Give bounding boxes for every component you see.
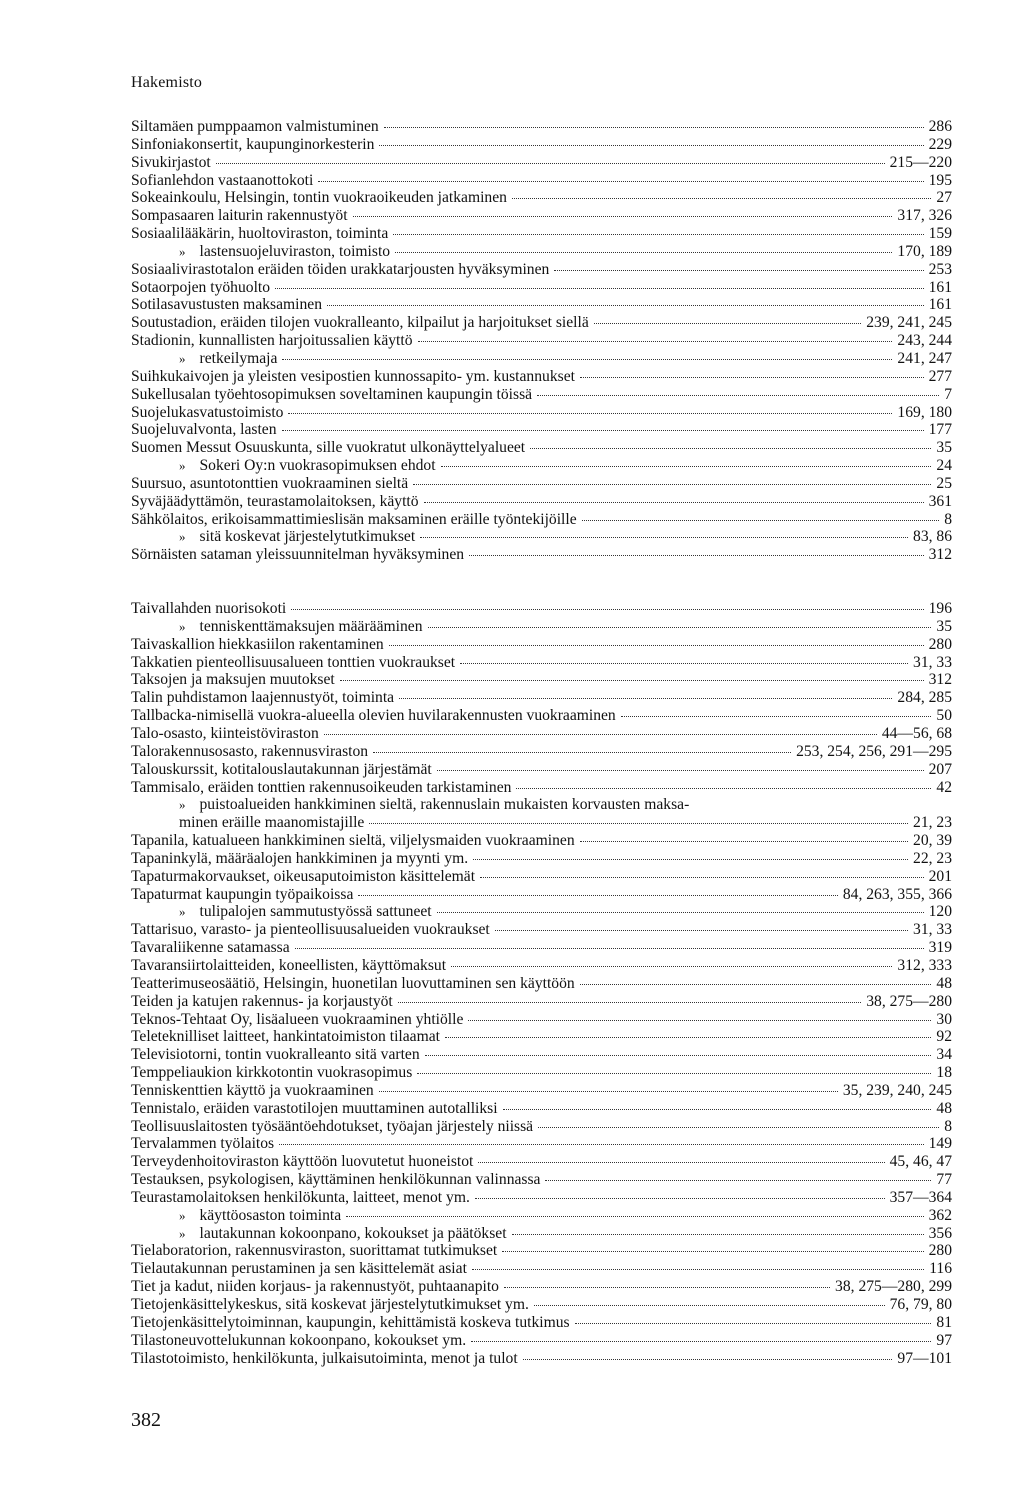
entry-label: Suursuo, asuntotonttien vuokraaminen sieltä (131, 474, 409, 492)
entry-label: lastensuojeluviraston, toimisto (199, 242, 391, 260)
entry-label: Sotilasavustusten maksaminen (131, 296, 323, 314)
entry-pages: 207 (928, 760, 952, 778)
entry-pages: 195 (928, 171, 952, 189)
entry-pages: 18 (936, 1064, 952, 1082)
entry-pages: 239, 241, 245 (866, 314, 952, 332)
dot-leader (340, 680, 924, 681)
entry-label: Teatterimuseosäätiö, Helsingin, huonetilan luovuttaminen sen käyttöön (131, 974, 575, 992)
index-entry (131, 314, 952, 332)
dot-leader (346, 1216, 923, 1217)
entry-label: Sörnäisten sataman yleissuunnitelman hyväksyminen (131, 546, 465, 564)
dot-leader (437, 912, 924, 913)
entry-label: tulipalojen sammutustyössä sattuneet (199, 903, 432, 921)
dot-leader (288, 413, 892, 414)
entry-pages: 48 (936, 1099, 952, 1117)
index-entry (131, 1100, 952, 1118)
index-entry (131, 1225, 952, 1243)
entry-pages: 253 (928, 260, 952, 278)
index-entry (131, 1171, 952, 1189)
entry-pages: 280 (928, 635, 952, 653)
index-entry (131, 368, 952, 386)
entry-pages: 92 (936, 1028, 952, 1046)
dot-leader (395, 252, 892, 253)
entry-pages: 361 (928, 492, 952, 510)
dot-leader (504, 1287, 830, 1288)
entry-label: Tennistalo, eräiden varastotilojen muuttaminen autotalliksi (131, 1099, 498, 1117)
index-entry (131, 957, 952, 975)
index-entry (131, 332, 952, 350)
entry-pages: 48 (936, 974, 952, 992)
entry-pages: 169, 180 (897, 403, 952, 421)
entry-pages: 84, 263, 355, 366 (842, 885, 952, 903)
running-header: Hakemisto (131, 74, 203, 91)
entry-label: minen eräille maanomistajille (179, 814, 365, 832)
dot-leader (291, 609, 923, 610)
entry-label: Syväjäädyttämön, teurastamolaitoksen, käyttö (131, 492, 419, 510)
entry-label: Tielaboratorion, rakennusviraston, suorittamat tutkimukset (131, 1242, 498, 1260)
entry-pages: 161 (928, 296, 952, 314)
entry-label: retkeilymaja (199, 349, 278, 367)
entry-label: Tapaturmat kaupungin työpaikoissa (131, 885, 354, 903)
index-entry (131, 1260, 952, 1278)
entry-label: lautakunnan kokoonpano, kokoukset ja päätökset (199, 1224, 507, 1242)
dot-leader (428, 627, 932, 628)
dot-leader (460, 663, 908, 664)
index-entry (131, 1350, 952, 1368)
entry-pages: 277 (928, 367, 952, 385)
entry-label: Tilastoneuvottelukunnan kokoonpano, kokoukset ym. (131, 1331, 467, 1349)
entry-label: Tapanila, katualueen hankkiminen sieltä, viljelysmaiden vuokraaminen (131, 832, 575, 850)
ditto-mark: » (179, 904, 186, 920)
entry-pages: 312 (928, 671, 952, 689)
entry-label: Sotaorpojen työhuolto (131, 278, 271, 296)
dot-leader (369, 823, 908, 824)
index-entry (131, 636, 952, 654)
dot-leader (398, 1002, 861, 1003)
index-entry (131, 779, 952, 797)
entry-pages: 215—220 (889, 153, 952, 171)
index-entry (131, 457, 952, 475)
dot-leader (418, 341, 893, 342)
index-entry (131, 1314, 952, 1332)
index-entry (131, 600, 952, 618)
entry-label: Sokeri Oy:n vuokrasopimuksen ehdot (199, 457, 436, 475)
index-entry (131, 296, 952, 314)
dot-leader (358, 895, 837, 896)
index-entry (131, 421, 952, 439)
index-entry (131, 1189, 952, 1207)
entry-pages: 362 (928, 1206, 952, 1224)
dot-leader (399, 698, 892, 699)
index-entry (131, 671, 952, 689)
entry-label: Taivallahden nuorisokoti (131, 600, 287, 618)
entry-pages: 44—56, 68 (881, 725, 952, 742)
entry-label: Teleteknilliset laitteet, hankintatoimiston tilaamat (131, 1028, 440, 1046)
index-entry (131, 1278, 952, 1296)
entry-pages: 8 (944, 1117, 952, 1135)
index-section-t (131, 600, 952, 1367)
entry-label: Suojelukasvatustoimisto (131, 403, 284, 421)
index-entry (131, 993, 952, 1011)
entry-pages: 24 (936, 457, 952, 475)
entry-label: Teurastamolaitoksen henkilökunta, laitteet, menot ym. (131, 1188, 470, 1206)
dot-leader (295, 948, 924, 949)
index-entry (131, 903, 952, 921)
ditto-mark: » (179, 243, 186, 259)
entry-pages: 38, 275—280, 299 (835, 1278, 952, 1296)
entry-pages: 243, 244 (897, 332, 952, 350)
index-entry (131, 261, 952, 279)
dot-leader (425, 1055, 932, 1056)
entry-label: Sosiaalilääkärin, huoltoviraston, toiminta (131, 225, 389, 243)
entry-pages: 286 (928, 118, 952, 135)
index-entry (131, 528, 952, 546)
entry-pages: 42 (936, 778, 952, 796)
entry-label: Testauksen, psykologisen, käyttäminen henkilökunnan valinnassa (131, 1171, 541, 1189)
entry-label: Televisiotorni, tontin vuokralleanto sitä varten (131, 1046, 420, 1064)
ditto-mark: » (179, 797, 186, 813)
dot-leader (512, 1234, 924, 1235)
entry-label: Tiet ja kadut, niiden korjaus- ja rakennustyöt, puhtaanapito (131, 1278, 499, 1296)
dot-leader (473, 859, 908, 860)
entry-label: Tietojenkäsittelykeskus, sitä koskevat järjestelytutkimukset ym. (131, 1296, 529, 1313)
entry-pages: 280 (928, 1242, 952, 1260)
entry-pages: 177 (928, 421, 952, 439)
entry-label: Suomen Messut Osuuskunta, sille vuokratut ulkonäyttelyalueet (131, 439, 526, 457)
entry-label: Tallbacka-nimisellä vuokra-alueella olevien huvilarakennusten vuokraaminen (131, 707, 616, 725)
entry-label: Talin puhdistamon laajennustyöt, toiminta (131, 689, 395, 707)
entry-pages: 357—364 (889, 1188, 952, 1206)
index-entry (131, 154, 952, 172)
dot-leader (503, 1109, 932, 1110)
index-entry (131, 511, 952, 529)
index-entry (131, 743, 952, 761)
entry-pages: 241, 247 (897, 349, 952, 367)
entry-label: Sukellusalan työehtosopimuksen soveltaminen kaupungin töissä (131, 385, 533, 403)
entry-label: Suojeluvalvonta, lasten (131, 421, 277, 439)
entry-pages: 97 (936, 1331, 952, 1349)
dot-leader (373, 752, 791, 753)
entry-pages: 38, 275—280 (866, 992, 952, 1010)
entry-label: Soutustadion, eräiden tilojen vuokralleanto, kilpailut ja harjoitukset siellä (131, 314, 589, 332)
entry-label: Tietojenkäsittelytoiminnan, kaupungin, kehittämistä koskeva tutkimus (131, 1313, 570, 1331)
entry-label: Tammisalo, eräiden tonttien rakennusoikeuden tarkistaminen (131, 778, 512, 796)
dot-leader (580, 984, 932, 985)
entry-label: Sofianlehdon vastaanottokoti (131, 171, 314, 189)
dot-leader (502, 1251, 923, 1252)
entry-pages: 120 (928, 903, 952, 921)
entry-label: Talorakennusosasto, rakennusviraston (131, 742, 369, 760)
dot-leader (417, 1073, 931, 1074)
dot-leader (472, 1269, 924, 1270)
index-entry (131, 243, 952, 261)
dot-leader (580, 377, 924, 378)
index-entry (131, 725, 952, 743)
index-entry (131, 225, 952, 243)
entry-pages: 253, 254, 256, 291—295 (796, 742, 952, 760)
entry-label: Takkatien pienteollisuusalueen tonttien vuokraukset (131, 653, 456, 671)
entry-pages: 170, 189 (897, 242, 952, 260)
entry-label: Talo-osasto, kiinteistöviraston (131, 725, 319, 742)
index-entry (131, 1332, 952, 1350)
dot-leader (468, 1020, 931, 1021)
index-entry (131, 1118, 952, 1136)
dot-leader (437, 770, 924, 771)
index-entry (131, 761, 952, 779)
index-entry (131, 1064, 952, 1082)
entry-pages: 201 (928, 867, 952, 885)
entry-pages: 20, 39 (913, 832, 952, 850)
dot-leader (471, 1341, 931, 1342)
index-entry (131, 439, 952, 457)
entry-pages: 284, 285 (897, 689, 952, 707)
dot-leader (621, 716, 932, 717)
entry-label: Sinfoniakonsertit, kaupunginorkesterin (131, 135, 375, 153)
dot-leader (384, 127, 924, 128)
entry-label: Terveydenhoitoviraston käyttöön luovutetut huoneistot (131, 1153, 474, 1171)
entry-label: Tilastotoimisto, henkilökunta, julkaisutoiminta, menot ja tulot (131, 1349, 518, 1367)
index-entry (131, 921, 952, 939)
dot-leader (379, 145, 923, 146)
ditto-mark: » (179, 618, 186, 634)
dot-leader (393, 234, 923, 235)
index-entry (131, 814, 952, 832)
dot-leader (523, 1359, 893, 1360)
dot-leader (451, 966, 892, 967)
entry-pages: 76, 79, 80 (889, 1296, 952, 1313)
entry-label: Talouskurssit, kotitalouslautakunnan järjestämät (131, 760, 432, 778)
entry-pages: 45, 46, 47 (889, 1153, 952, 1171)
entry-pages: 317, 326 (897, 207, 952, 225)
dot-leader (216, 163, 885, 164)
dot-leader (282, 430, 924, 431)
entry-pages: 35 (936, 439, 952, 457)
index-entry (131, 546, 952, 564)
entry-label: Sähkölaitos, erikoisammattimieslisän maksaminen eräille työntekijöille (131, 510, 577, 528)
entry-pages: 7 (944, 385, 952, 403)
entry-label: Teiden ja katujen rakennus- ja korjaustyöt (131, 992, 393, 1010)
entry-label: Sivukirjastot (131, 153, 211, 171)
dot-leader (324, 734, 877, 735)
entry-pages: 149 (928, 1135, 952, 1153)
entry-label: käyttöosaston toiminta (199, 1206, 342, 1224)
entry-label: Tattarisuo, varasto- ja pienteollisuusalueiden vuokraukset (131, 921, 490, 939)
entry-pages: 83, 86 (913, 528, 952, 546)
dot-leader (475, 1198, 885, 1199)
entry-label: tenniskenttämaksujen määrääminen (199, 617, 423, 635)
entry-label: Tervalammen työlaitos (131, 1135, 275, 1153)
entry-label: Tapaninkylä, määräalojen hankkiminen ja myynti ym. (131, 849, 469, 867)
entry-pages: 27 (936, 189, 952, 207)
entry-pages: 319 (928, 939, 952, 957)
index-entry (131, 1082, 952, 1100)
index-entry (131, 1046, 952, 1064)
entry-pages: 8 (944, 510, 952, 528)
entry-label: Stadionin, kunnallisten harjoitussalien käyttö (131, 332, 413, 350)
dot-leader (594, 323, 861, 324)
index-list (131, 118, 952, 1367)
ditto-mark: » (179, 458, 186, 474)
entry-pages: 25 (936, 474, 952, 492)
index-entry (131, 850, 952, 868)
entry-label: puistoalueiden hankkiminen sieltä, rakennuslain mukaisten korvausten maksa- (199, 796, 690, 814)
index-entry (131, 832, 952, 850)
entry-pages: 34 (936, 1046, 952, 1064)
dot-leader (441, 466, 932, 467)
dot-leader (445, 1037, 931, 1038)
entry-label: Sokeainkoulu, Helsingin, tontin vuokraoikeuden jatkaminen (131, 189, 507, 207)
entry-label: Tapaturmakorvaukset, oikeusaputoimiston käsittelemät (131, 867, 476, 885)
index-entry (131, 1028, 952, 1046)
entry-pages: 21, 23 (913, 814, 952, 832)
ditto-mark: » (179, 1207, 186, 1223)
entry-label: Tielautakunnan perustaminen ja sen käsittelemät asiat (131, 1260, 467, 1278)
entry-pages: 229 (928, 135, 952, 153)
entry-label: Taksojen ja maksujen muutokset (131, 671, 335, 689)
entry-label: Tavaraliikenne satamassa (131, 939, 290, 957)
dot-leader (282, 359, 892, 360)
entry-label: Taivaskallion hiekkasiilon rakentaminen (131, 635, 384, 653)
index-entry (131, 172, 952, 190)
dot-leader (495, 930, 908, 931)
entry-pages: 161 (928, 278, 952, 296)
entry-pages: 312 (928, 546, 952, 564)
index-entry (131, 689, 952, 707)
index-entry (131, 279, 952, 297)
index-entry (131, 386, 952, 404)
index-entry (131, 1153, 952, 1171)
dot-leader (389, 645, 924, 646)
index-entry (131, 350, 952, 368)
entry-pages: 312, 333 (897, 956, 952, 974)
entry-label: Tavaransiirtolaitteiden, koneellisten, käyttömaksut (131, 956, 447, 974)
entry-pages: 30 (936, 1010, 952, 1028)
entry-pages: 356 (928, 1224, 952, 1242)
dot-leader (534, 1305, 885, 1306)
entry-pages: 159 (928, 225, 952, 243)
index-entry (131, 475, 952, 493)
entry-pages: 116 (929, 1260, 952, 1278)
index-entry (131, 118, 952, 136)
entry-pages: 35, 239, 240, 245 (842, 1081, 952, 1099)
dot-leader (537, 395, 939, 396)
entry-pages: 97—101 (897, 1349, 952, 1367)
dot-leader (530, 448, 931, 449)
ditto-mark: » (179, 529, 186, 545)
index-entry (131, 796, 952, 814)
index-entry (131, 189, 952, 207)
index-entry (131, 1296, 952, 1314)
index-entry (131, 493, 952, 511)
index-entry (131, 1011, 952, 1029)
dot-leader (512, 198, 931, 199)
section-gap (131, 564, 952, 600)
dot-leader (516, 788, 931, 789)
entry-pages: 35 (936, 617, 952, 635)
entry-pages: 77 (936, 1171, 952, 1189)
index-entry (131, 975, 952, 993)
dot-leader (424, 502, 924, 503)
index-entry (131, 939, 952, 957)
index-entry (131, 1207, 952, 1225)
index-entry (131, 618, 952, 636)
dot-leader (379, 1091, 838, 1092)
dot-leader (545, 1180, 931, 1181)
index-entry (131, 707, 952, 725)
entry-label: Tenniskenttien käyttö ja vuokraaminen (131, 1081, 374, 1099)
entry-label: sitä koskevat järjestelytutkimukset (199, 528, 416, 546)
dot-leader (275, 288, 924, 289)
entry-label: Siltamäen pumppaamon valmistuminen (131, 118, 379, 135)
dot-leader (353, 216, 893, 217)
dot-leader (420, 537, 908, 538)
dot-leader (327, 305, 924, 306)
entry-label: Teknos-Tehtaat Oy, lisäalueen vuokraaminen yhtiölle (131, 1010, 464, 1028)
entry-pages: 50 (936, 707, 952, 725)
index-entry (131, 207, 952, 225)
entry-label: Sosiaalivirastotalon eräiden töiden urakkatarjousten hyväksyminen (131, 260, 550, 278)
entry-pages: 31, 33 (913, 921, 952, 939)
dot-leader (279, 1144, 924, 1145)
index-entry (131, 136, 952, 154)
dot-leader (478, 1162, 884, 1163)
index-section-s (131, 118, 952, 564)
index-entry (131, 868, 952, 886)
dot-leader (582, 520, 940, 521)
dot-leader (318, 181, 923, 182)
entry-label: Suihkukaivojen ja yleisten vesipostien kunnossapito- ym. kustannukset (131, 367, 575, 385)
index-entry (131, 886, 952, 904)
dot-leader (469, 555, 924, 556)
dot-leader (580, 841, 908, 842)
dot-leader (413, 484, 931, 485)
dot-leader (575, 1323, 932, 1324)
entry-pages: 81 (936, 1313, 952, 1331)
entry-pages: 196 (928, 600, 952, 618)
ditto-mark: » (179, 1225, 186, 1241)
entry-pages: 22, 23 (913, 849, 952, 867)
entry-label: Temppeliaukion kirkkotontin vuokrasopimus (131, 1064, 413, 1082)
dot-leader (538, 1127, 939, 1128)
dot-leader (554, 270, 923, 271)
index-entry (131, 654, 952, 672)
index-entry (131, 1242, 952, 1260)
page-number: 382 (131, 1409, 161, 1431)
index-entry (131, 1135, 952, 1153)
ditto-mark: » (179, 350, 186, 366)
entry-label: Teollisuuslaitosten työsääntöehdotukset, työajan järjestely niissä (131, 1117, 534, 1135)
index-entry (131, 404, 952, 422)
entry-label: Sompasaaren laiturin rakennustyöt (131, 207, 348, 225)
dot-leader (480, 877, 924, 878)
entry-pages: 31, 33 (913, 653, 952, 671)
